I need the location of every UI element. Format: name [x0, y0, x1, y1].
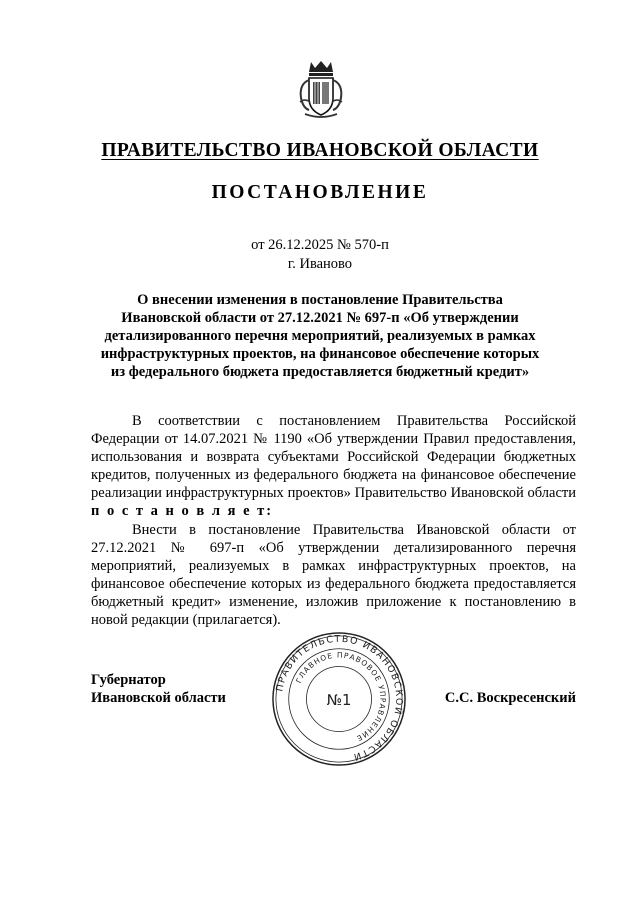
signatory-position-line-1: Губернатор: [91, 672, 166, 688]
document-subject: [90, 291, 550, 381]
document-date-number: от 26.12.2025 № 570-п: [251, 237, 389, 253]
stamp-outer-text: ПРАВИТЕЛЬСТВО ИВАНОВСКОЙ ОБЛАСТИ: [274, 633, 405, 763]
government-title: ПРАВИТЕЛЬСТВО ИВАНОВСКОЙ ОБЛАСТИ: [101, 140, 539, 161]
stamp-number: №1: [326, 691, 352, 709]
subject-line: инфраструктурных проектов, на финансовое обеспечение которых: [100, 346, 540, 362]
official-stamp-icon: [270, 630, 408, 768]
subject-line: Ивановской области от 27.12.2021 № 697-п «Об утверждении: [121, 310, 519, 326]
resolution-keyword: п о с т а н о в л я е т:: [91, 503, 274, 520]
body-paragraph-2: Внести в постановление Правительства Ивановской области от 27.12.2021 № 697-п «Об утверждении детализированного перечня мероприятий, реализуемых в рамках инфраструктурных проектов, на финансовое обеспечение которых из федерального бюджета предоставляется бюджетный кредит» изменение, изложив приложение к постановлению в новой редакции (прилагается).: [91, 521, 576, 629]
signatory-name: С.С. Воскресенский: [444, 690, 576, 706]
document-body: [91, 412, 576, 629]
body-paragraph-1-text: В соответствии с постановлением Правительства Российской Федерации от 14.07.2021 № 1190 «Об утверждении Правил предоставления, использования и возврата субъектами Российской Федерации бюджетных кредитов, полученных из федерального бюджета на финансовое обеспечение реализации инфраструктурных проектов» Правительство Ивановской области: [91, 413, 576, 502]
subject-line: из федерального бюджета предоставляется бюджетный кредит»: [110, 364, 530, 380]
stamp-inner-text: ГЛАВНОЕ ПРАВОВОЕ УПРАВЛЕНИЕ: [294, 650, 388, 744]
document-city: г. Иваново: [287, 256, 353, 272]
document-type: ПОСТАНОВЛЕНИЕ: [211, 182, 429, 203]
subject-line: детализированного перечня мероприятий, реализуемых в рамках: [104, 328, 536, 344]
body-paragraph-1: [91, 412, 576, 521]
subject-line: О внесении изменения в постановление Правительства: [137, 292, 503, 308]
coat-of-arms-icon: [297, 58, 345, 120]
signatory-position: [91, 671, 226, 707]
signatory-position-line-2: Ивановской области: [91, 690, 226, 706]
